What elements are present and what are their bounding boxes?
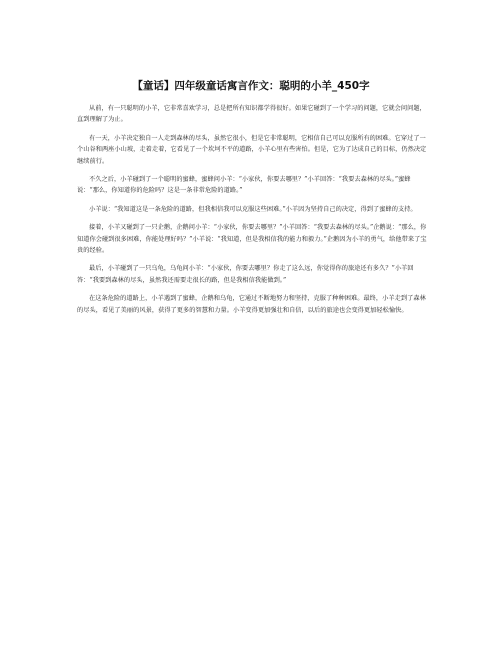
document-body xyxy=(77,103,431,323)
paragraph-5: 接着，小羊又碰到了一只企鹅，企鹅问小羊：“小家伙，你要去哪里？”小羊回答：“我要去森林的尽头。”企鹅说：“那么，你知道你会碰到很多困难，你能处理好吗？”小羊说：“我知道，但是我相信我的能力和毅力。”企鹅因为小羊的勇气，给他带来了宝贵的经验。 xyxy=(77,224,427,255)
document-title: 【童话】四年级童话寓言作文：聪明的小羊_450字 xyxy=(132,80,370,92)
paragraph-2: 有一天，小羊决定独自一人走到森林的尽头，虽然它很小，但是它非常聪明，它相信自己可以克服所有的困难。它穿过了一个山谷和两座小山坡，走着走着，它看见了一个坎坷不平的道路，小羊心里有些害怕。但是，它为了达成自己的目标，仍然决定继续前行。 xyxy=(77,134,427,165)
paragraph-6: 最后，小羊碰到了一只乌龟，乌龟问小羊：“小家伙，你要去哪里？你走了这么远，你觉得你的旅途还有多久？”小羊回答：“我要到森林的尽头，虽然我还需要走很长的路，但是我相信我能做到。” xyxy=(77,265,414,284)
paragraph-7: 在这条危险的道路上，小羊遇到了蜜蜂，企鹅和乌龟，它通过不断地努力和坚持，克服了种种困难。最终，小羊走到了森林的尽头，看见了美丽的风景，获得了更多的智慧和力量。小羊变得更加强壮和自信，以后的旅途也会变得更加轻松愉快。 xyxy=(77,295,426,314)
paragraph-4: 小羊说：“我知道这是一条危险的道路，但我相信我可以克服这些困难。”小羊因为坚持自己的决定，得到了蜜蜂的支持。 xyxy=(89,205,417,213)
paragraph-1: 从前，有一只聪明的小羊，它非常喜欢学习，总是把所有知识都学得很好。如果它碰到了一个学习的问题，它就会问问题，直到理解了为止。 xyxy=(77,105,426,124)
paragraph-3: 不久之后，小羊碰到了一个聪明的蜜蜂，蜜蜂问小羊：“小家伙，你要去哪里？”小羊回答：“我要去森林的尽头。”蜜蜂说：“那么，你知道你的危险吗？这是一条非常危险的道路。” xyxy=(77,176,411,195)
